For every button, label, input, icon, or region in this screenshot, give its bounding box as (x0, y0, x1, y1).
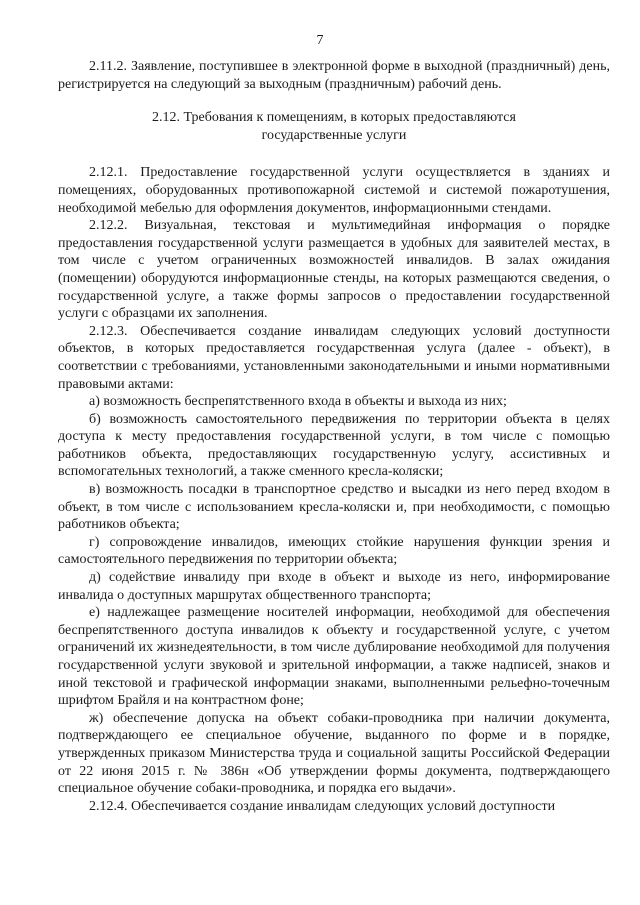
paragraph-2-12-1: 2.12.1. Предоставление государственной услуги осуществляется в зданиях и помещениях, оборудованных противопожарной системой и системой пожаротушения, необходимой мебелью для оформления документов, информационными стендами. (58, 165, 610, 216)
paragraph-2-12-2: 2.12.2. Визуальная, текстовая и мультимедийная информация о порядке предоставления государственной услуги размещается в удобных для заявителей местах, в том числе с учетом ограниченных возможностей инвалидов. В залах ожидания (помещении) оборудуются информационные стенды, на которых размещаются сведения, о государственной услуге, а также формы запросов о предоставлении государственной услуги с образцами их заполнения. (58, 218, 610, 322)
list-item-e: е) надлежащее размещение носителей информации, необходимой для обеспечения беспрепятственного доступа инвалидов к объекту и государственной услуге, с учетом ограничений их жизнедеятельности, в том числе дублирование необходимой для получения государственной услуги звуковой и зрительной информации, а также надписей, знаков и иной текстовой и графической информации знаками, выполненными рельефно-точечным шрифтом Брайля и на контрастном фоне; (58, 605, 610, 709)
list-item-d: д) содействие инвалиду при входе в объект и выходе из него, информирование инвалида о доступных маршрутах общественного транспорта; (58, 570, 610, 603)
section-heading-line-1: 2.12. Требования к помещениям, в которых предоставляются (152, 110, 516, 126)
paragraph-2-12-4: 2.12.4. Обеспечивается создание инвалидам следующих условий доступности (89, 798, 556, 814)
list-item-a: а) возможность беспрепятственного входа в объекты и выхода из них; (89, 394, 507, 410)
list-item-v: в) возможность посадки в транспортное средство и высадки из него перед входом в объект, в том числе с использованием кресла-коляски и, при необходимости, с помощью работников объекта; (58, 482, 610, 533)
list-item-b: б) возможность самостоятельного передвижения по территории объекта в целях доступа к месту предоставления государственной услуги, в том числе с помощью работников объекта, предоставляющих государственную услугу, ассистивных и вспомогательных технологий, а также сменного кресла-коляски; (58, 411, 610, 480)
page-number: 7 (316, 33, 324, 48)
list-item-g: г) сопровождение инвалидов, имеющих стойкие нарушения функции зрения и самостоятельного передвижения по территории объекта; (58, 534, 610, 568)
document-body (58, 58, 610, 815)
list-item-zh: ж) обеспечение допуска на объект собаки-проводника при наличии документа, подтверждающего ее специальное обучение, выданного по форме и в порядке, утвержденных приказом Министерства труда и социальной защиты Российской Федерации от 22 июня 2015 г. № 386н «Об утверждении формы документа, подтверждающего специальное обучение собаки-проводника, и порядка его выдачи». (58, 710, 610, 797)
paragraph-2-11-2: 2.11.2. Заявление, поступившее в электронной форме в выходной (праздничный) день, регистрируется на следующий за выходным (праздничным) рабочий день. (58, 59, 610, 92)
section-heading-2-12 (58, 109, 610, 144)
section-heading-line-2: государственные услуги (261, 127, 407, 143)
paragraph-2-12-3: 2.12.3. Обеспечивается создание инвалидам следующих условий доступности объектов, в которых предоставляется государственная услуга (далее - объект), в соответствии с требованиями, установленными законодательными и иными нормативными правовыми актами: (58, 323, 610, 392)
